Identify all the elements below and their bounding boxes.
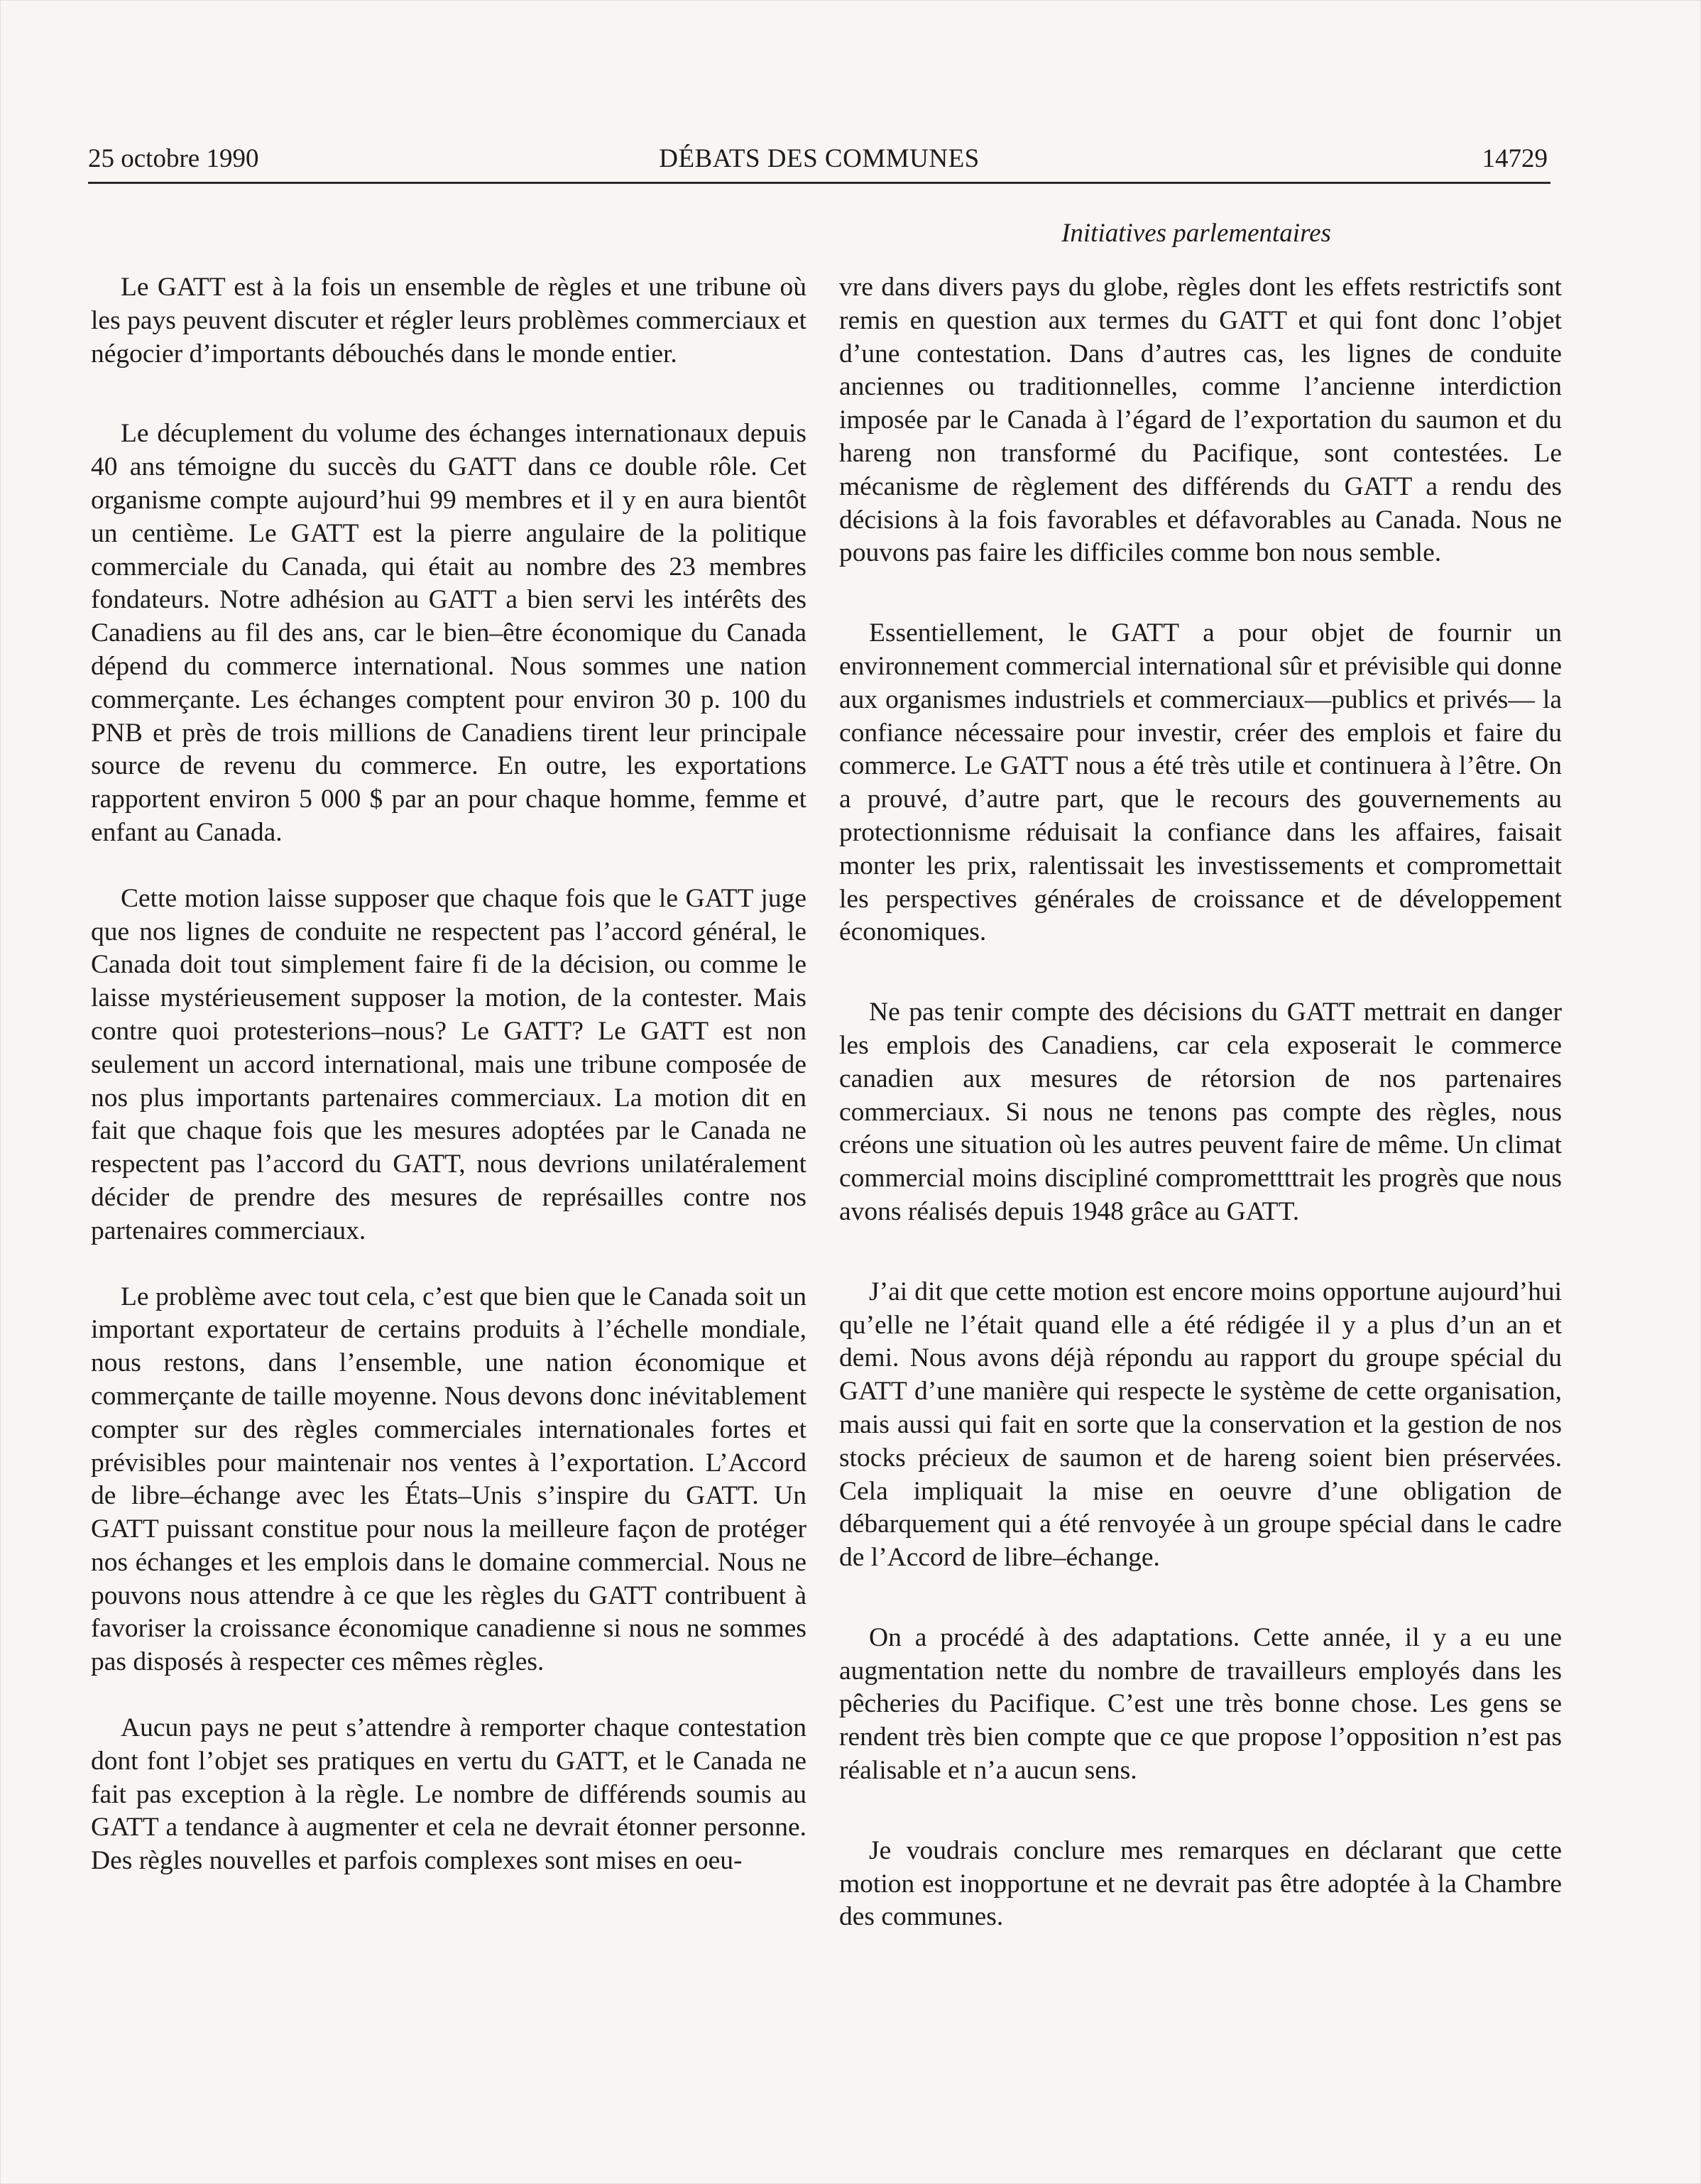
running-header [88,139,1550,179]
paragraph-continued: vre dans divers pays du globe, règles dont les effets restrictifs sont remis en question aux termes du GATT et qui font donc l’objet d’une contestation. Dans d’autres cas, les lignes de conduite anciennes ou traditionnelles, comme l’ancienne interdiction imposée par le Canada à l’égard de l’exportation du saumon et du hareng non transformé du Pacifique, sont contestées. Le mécanisme de règlement des différends du GATT a rendu des décisions à la fois favorables et défavorables au Canada. Nous ne pouvons pas faire les difficiles comme bon nous semble. [839,273,1562,568]
right-column [839,271,1562,1934]
paragraph: Cette motion laisse supposer que chaque fois que le GATT juge que nos lignes de conduite ne respectent pas l’accord général, le Canada doit tout simplement faire fi de la décision, ou comme le laisse mystérieusement supposer la motion, de la contester. Mais contre quoi protesterions–nous? Le GATT? Le GATT est non seulement un accord international, mais une tribune composée de nos plus importants partenaires commerciaux. La motion dit en fait que chaque fois que les mesures adoptées par le Canada ne respectent pas l’accord du GATT, nous devrions unilatéralement décider de prendre des mesures de représailles contre nos partenaires commerciaux. [91,883,806,1245]
section-label: Initiatives parlementaires [1061,219,1331,248]
header-rule [88,182,1550,184]
paragraph: Je voudrais conclure mes remarques en déclarant que cette motion est inopportune et ne devrait pas être adoptée à la Chambre des communes. [839,1835,1562,1932]
left-column [91,271,806,1878]
paragraph: On a procédé à des adaptations. Cette année, il y a eu une augmentation nette du nombre de travailleurs employés dans les pêcheries du Pacifique. C’est une très bonne chose. Les gens se rendent très bien compte que ce que propose l’opposition n’est pas réalisable et n’a aucun sens. [839,1622,1562,1786]
paragraph: Le décuplement du volume des échanges internationaux depuis 40 ans témoigne du succès du GATT dans ce double rôle. Cet organisme compte aujourd’hui 99 membres et il y en aura bientôt un centième. Le GATT est la pierre angulaire de la politique commerciale du Canada, qui était au nombre des 23 membres fondateurs. Notre adhésion au GATT a bien servi les intérêts des Canadiens au fil des ans, car le bien–être économique du Canada dépend du commerce international. Nous sommes une nation commerçante. Les échanges comptent pour environ 30 p. 100 du PNB et près de trois millions de Canadiens tirent leur principale source de revenu du commerce. En outre, les exportations rapportent environ 5 000 $ par an pour chaque homme, femme et enfant au Canada. [91,419,806,847]
paragraph: Le problème avec tout cela, c’est que bien que le Canada soit un important exportateur de certains produits à l’échelle mondiale, nous restons, dans l’ensemble, une nation économique et commerçante de taille moyenne. Nous devons donc inévitablement compter sur des règles commerciales internationales fortes et prévisibles pour maintenair nos ventes à l’exportation. L’Accord de libre–échange avec les États–Unis s’inspire du GATT. Un GATT puissant constitue pour nous la meilleure façon de protéger nos échanges et les emplois dans le domaine commercial. Nous ne pouvons nous attendre à ce que les règles du GATT contribuent à favoriser la croissance économique canadienne si nous ne sommes pas disposés à respecter ces mêmes règles. [91,1282,806,1677]
header-date: 25 octobre 1990 [88,144,259,173]
paragraph: Aucun pays ne peut s’attendre à remporter chaque contestation dont font l’objet ses pratiques en vertu du GATT, et le Canada ne fait pas exception à la règle. Le nombre de différends soumis au GATT a tendance à augmenter et cela ne devrait étonner personne. Des règles nouvelles et parfois complexes sont mises en oeu- [91,1713,806,1876]
paragraph: Ne pas tenir compte des décisions du GATT mettrait en danger les emplois des Canadiens, car cela exposerait le commerce canadien aux mesures de rétorsion de nos partenaires commerciaux. Si nous ne tenons pas compte des règles, nous créons une situation où les autres peuvent faire de même. Un climat commercial moins discipliné compromettttrait les progrès que nous avons réalisés depuis 1948 grâce au GATT. [839,998,1562,1226]
paragraph: Essentiellement, le GATT a pour objet de fournir un environnement commercial international sûr et prévisible qui donne aux organismes industriels et commerciaux—publics et privés— la confiance nécessaire pour investir, créer des emplois et faire du commerce. Le GATT nous a été très utile et continuera à l’être. On a prouvé, d’autre part, que le recours des gouvernements au protectionnisme réduisait la confiance dans les affaires, faisait monter les prix, ralentissait les investissements et compromettait les perspectives générales de croissance et de développement économiques. [839,618,1562,947]
header-journal-title: DÉBATS DES COMMUNES [659,144,980,173]
paragraph: J’ai dit que cette motion est encore moins opportune aujourd’hui qu’elle ne l’était quand elle a été rédigée il y a plus d’un an et demi. Nous avons déjà répondu au rapport du groupe spécial du GATT d’une manière qui respecte le système de cette organisation, mais aussi qui fait en sorte que la conservation et la gestion de nos stocks précieux de saumon et de hareng soient bien préservées. Cela impliquait la mise en oeuvre d’une obligation de débarquement qui a été renvoyée à un groupe spécial dans le cadre de l’Accord de libre–échange. [839,1277,1562,1573]
header-page-number: 14729 [1482,144,1548,173]
paragraph: Le GATT est à la fois un ensemble de règles et une tribune où les pays peuvent discuter et régler leurs problèmes commerciaux et négocier d’importants débouchés dans le monde entier. [91,273,806,368]
